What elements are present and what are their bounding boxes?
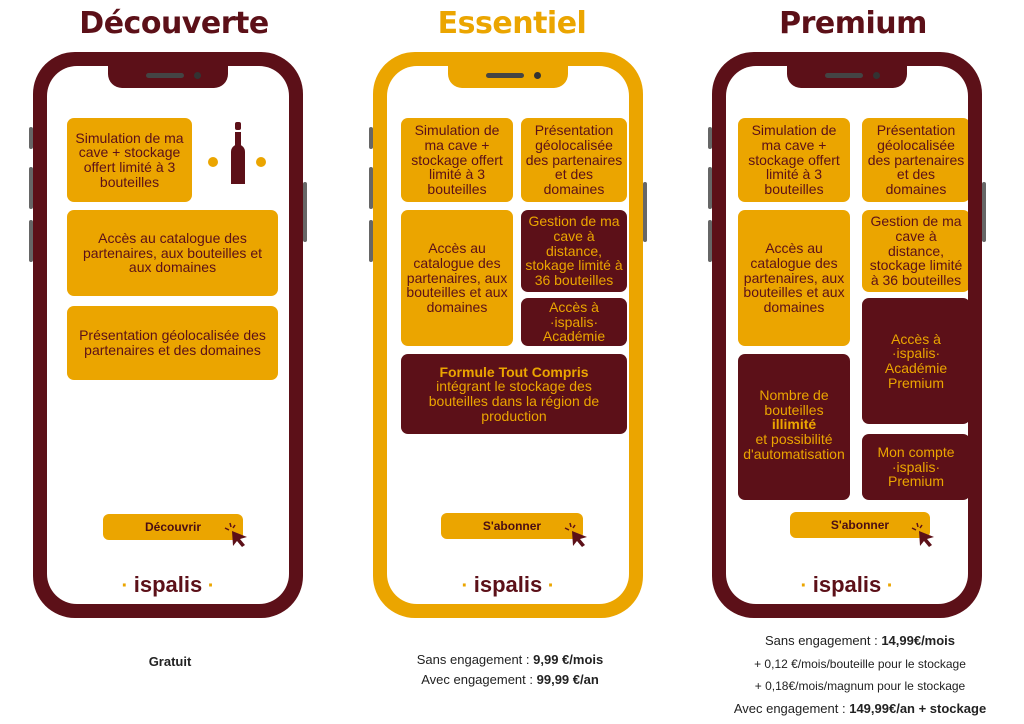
feature-card-catalogue: Accès au catalogue des partenaires, aux bouteilles et aux domaines (738, 210, 850, 346)
price-decouverte: Gratuit (148, 654, 192, 669)
cursor-click-icon (223, 522, 249, 548)
camera (873, 72, 880, 79)
price-line: + 0,12 €/mois/bouteille pour le stockage (754, 656, 966, 671)
phone-premium (712, 52, 982, 618)
side-button (29, 127, 33, 149)
side-button (369, 167, 373, 209)
cursor-click-icon (563, 522, 589, 548)
screen (47, 66, 289, 604)
side-button (982, 182, 986, 242)
ispalis-logo: · ispalis · (121, 572, 215, 597)
price-line: Avec engagement : 99,99 €/an (421, 672, 599, 687)
screen (726, 66, 968, 604)
cursor-click-icon (910, 522, 936, 548)
feature-card-catalogue: Accès au catalogue des partenaires, aux bouteilles et aux domaines (67, 210, 278, 296)
feature-card-geolocation: Présentation géolocalisée des partenaires et des domaines (862, 118, 968, 202)
price-line: Sans engagement : 9,99 €/mois (416, 652, 604, 667)
subscribe-button[interactable]: S'abonner (441, 513, 583, 539)
side-button (303, 182, 307, 242)
unlimited-text-a: Nombre de bouteilles (759, 387, 829, 418)
unlimited-text-c: et possibilité d'automatisation (743, 431, 845, 462)
feature-card-geolocation: Présentation géolocalisée des partenaires et des domaines (67, 306, 278, 380)
price-line: + 0,18€/mois/magnum pour le stockage (754, 679, 966, 693)
feature-card-academie-premium: Accès à ·ispalis· Académie Premium (862, 298, 968, 424)
notch (108, 66, 228, 88)
side-button (369, 127, 373, 149)
screen (387, 66, 629, 604)
discover-button[interactable]: Découvrir (103, 514, 243, 540)
speaker (146, 73, 184, 78)
side-button (708, 127, 712, 149)
feature-card-simulation: Simulation de ma cave + stockage offert limité à 3 bouteilles (401, 118, 513, 202)
ispalis-logo: · ispalis · (461, 572, 555, 597)
feature-card-account: Mon compte ·ispalis· Premium (862, 434, 968, 500)
feature-card-cave-management: Gestion de ma cave à distance, stockage limité à 36 bouteilles (862, 210, 968, 292)
feature-card-unlimited (738, 354, 850, 500)
speaker (825, 73, 863, 78)
side-button (29, 167, 33, 209)
feature-card-catalogue: Accès au catalogue des partenaires, aux bouteilles et aux domaines (401, 210, 513, 346)
plan-title-essentiel: Essentiel (437, 6, 587, 41)
feature-card-geolocation: Présentation géolocalisée des partenaires et des domaines (521, 118, 627, 202)
side-button (643, 182, 647, 242)
notch (448, 66, 568, 88)
wine-bottle-icon (205, 122, 269, 188)
price-line: Sans engagement : 14,99€/mois (764, 633, 956, 648)
notch (787, 66, 907, 88)
feature-card-simulation: Simulation de ma cave + stockage offert limité à 3 bouteilles (738, 118, 850, 202)
feature-card-academie: Accès à ·ispalis· Académie (521, 298, 627, 346)
subscribe-button[interactable]: S'abonner (790, 512, 930, 538)
formula-title: Formule Tout Compris (439, 363, 589, 380)
camera (194, 72, 201, 79)
phone-decouverte (33, 52, 303, 618)
ispalis-logo: · ispalis · (800, 572, 894, 597)
unlimited-text-b: illimité (771, 416, 817, 433)
price-essentiel (380, 650, 640, 690)
feature-card-cave-management: Gestion de ma cave à distance, stokage limité à 36 bouteilles (521, 210, 627, 292)
side-button (369, 220, 373, 262)
speaker (486, 73, 524, 78)
side-button (708, 220, 712, 262)
feature-card-simulation: Simulation de ma cave + stockage offert limité à 3 bouteilles (67, 118, 192, 202)
price-premium (715, 630, 1005, 720)
phone-essentiel (373, 52, 643, 618)
side-button (29, 220, 33, 262)
feature-card-formula (401, 354, 627, 434)
side-button (708, 167, 712, 209)
camera (534, 72, 541, 79)
formula-text: intégrant le stockage des bouteilles dans la région de production (428, 378, 600, 424)
plan-title-premium: Premium (779, 6, 927, 41)
plan-title-decouverte: Découverte (79, 6, 269, 41)
price-line: Avec engagement : 149,99€/an + stockage (733, 700, 987, 716)
